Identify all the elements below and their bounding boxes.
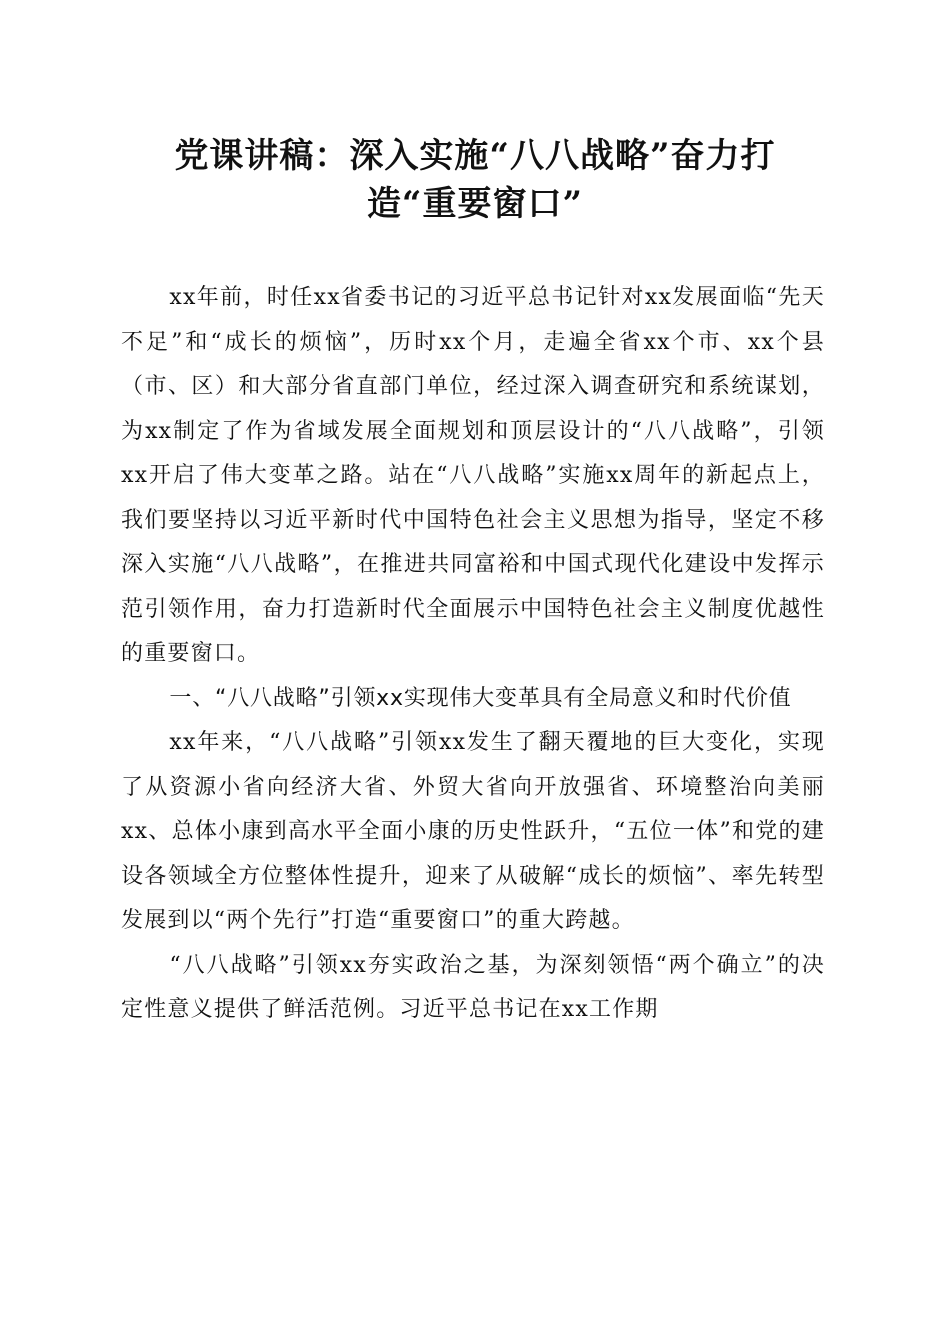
title-line-1: 党课讲稿：深入实施“八八战略”奋力打 bbox=[174, 136, 776, 176]
section-heading-1: 一、“八八战略”引领xx实现伟大变革具有全局意义和时代价值 bbox=[169, 685, 792, 711]
document-body bbox=[121, 276, 825, 1033]
document-title bbox=[120, 132, 830, 228]
title-line-2: 造“重要窗口” bbox=[366, 184, 584, 224]
paragraph-section1-1: xx年来，“八八战略”引领xx发生了翻天覆地的巨大变化，实现了从资源小省向经济大省、外贸大省向开放强省、环境整治向美丽xx、总体小康到高水平全面小康的历史性跃升，“五位一体”和党的建设各领域全方位整体性提升，迎来了从破解“成长的烦恼”、率先转型发展到以“两个先行”打造“重要窗口”的重大跨越。 bbox=[121, 730, 825, 933]
paragraph-section1-2: “八八战略”引领xx夯实政治之基，为深刻领悟“两个确立”的决定性意义提供了鲜活范例。习近平总书记在xx工作期 bbox=[121, 952, 825, 1022]
paragraph-intro: xx年前，时任xx省委书记的习近平总书记针对xx发展面临“先天不足”和“成长的烦恼”，历时xx个月，走遍全省xx个市、xx个县（市、区）和大部分省直部门单位，经过深入调查研究和系统谋划，为xx制定了作为省域发展全面规划和顶层设计的“八八战略”，引领xx开启了伟大变革之路。站在“八八战略”实施xx周年的新起点上，我们要坚持以习近平新时代中国特色社会主义思想为指导，坚定不移深入实施“八八战略”，在推进共同富裕和中国式现代化建设中发挥示范引领作用，奋力打造新时代全面展示中国特色社会主义制度优越性的重要窗口。 bbox=[121, 285, 825, 666]
